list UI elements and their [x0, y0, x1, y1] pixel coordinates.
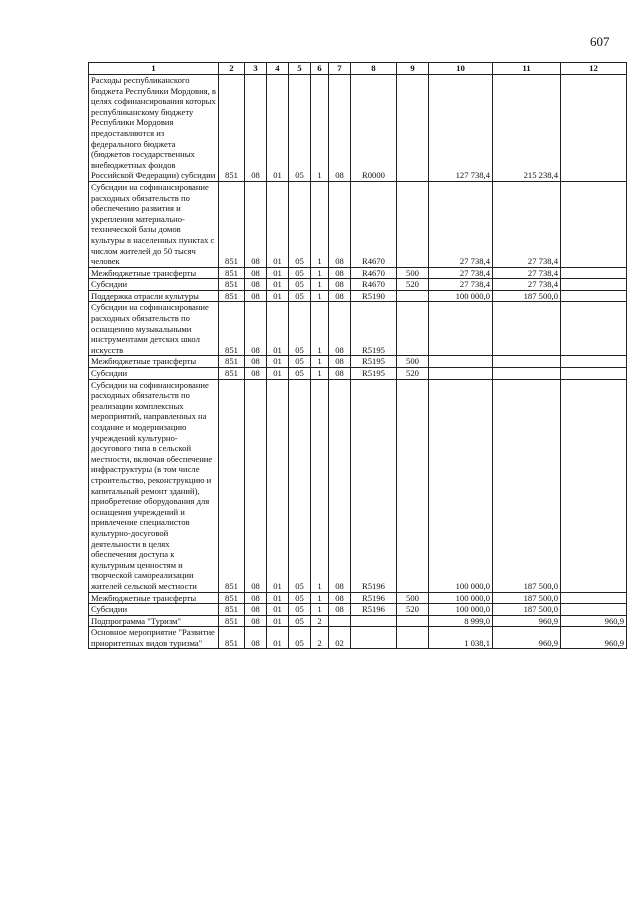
- cell-col-3: 08: [245, 627, 267, 649]
- table-row: [89, 592, 627, 604]
- page-number: 607: [590, 34, 610, 49]
- cell-col-7: 08: [329, 279, 351, 291]
- cell-col-9: 520: [397, 279, 429, 291]
- cell-col-7: 08: [329, 290, 351, 302]
- cell-col-8: R5195: [351, 356, 397, 368]
- cell-col-7: 08: [329, 592, 351, 604]
- cell-col-11: 187 500,0: [493, 379, 561, 592]
- budget-table: [88, 62, 627, 649]
- cell-col-6: 2: [311, 615, 329, 627]
- table-row: [89, 181, 627, 267]
- cell-col-10: [429, 368, 493, 380]
- cell-col-7: 08: [329, 75, 351, 182]
- cell-col-12: [561, 368, 627, 380]
- cell-col-6: 1: [311, 267, 329, 279]
- cell-col-10: 100 000,0: [429, 604, 493, 616]
- col-header: 7: [329, 63, 351, 75]
- cell-col-7: 02: [329, 627, 351, 649]
- cell-col-11: [493, 356, 561, 368]
- cell-col-12: [561, 181, 627, 267]
- cell-col-5: 05: [289, 302, 311, 356]
- cell-col-3: 08: [245, 75, 267, 182]
- cell-col-6: 1: [311, 379, 329, 592]
- cell-col-8: R4670: [351, 279, 397, 291]
- cell-col-5: 05: [289, 604, 311, 616]
- cell-col-7: 08: [329, 604, 351, 616]
- row-description: Субсидии: [89, 279, 219, 291]
- cell-col-7: 08: [329, 267, 351, 279]
- cell-col-11: 960,9: [493, 615, 561, 627]
- cell-col-11: 960,9: [493, 627, 561, 649]
- cell-col-8: R4670: [351, 267, 397, 279]
- cell-col-2: 851: [219, 615, 245, 627]
- cell-col-9: [397, 627, 429, 649]
- cell-col-10: 27 738,4: [429, 181, 493, 267]
- cell-col-4: 01: [267, 627, 289, 649]
- row-description: Межбюджетные трансферты: [89, 592, 219, 604]
- cell-col-3: 08: [245, 379, 267, 592]
- row-description: Субсидии: [89, 604, 219, 616]
- cell-col-5: 05: [289, 279, 311, 291]
- row-description: Основное мероприятие "Развитие приоритетных видов туризма": [89, 627, 219, 649]
- cell-col-5: 05: [289, 379, 311, 592]
- cell-col-4: 01: [267, 356, 289, 368]
- row-description: Субсидии на софинансирование расходных обязательств по оснащению музыкальными инструментами детских школ искусств: [89, 302, 219, 356]
- cell-col-4: 01: [267, 279, 289, 291]
- table-row: [89, 615, 627, 627]
- cell-col-8: [351, 615, 397, 627]
- cell-col-3: 08: [245, 592, 267, 604]
- row-description: Поддержка отрасли культуры: [89, 290, 219, 302]
- cell-col-2: 851: [219, 356, 245, 368]
- cell-col-10: 100 000,0: [429, 290, 493, 302]
- cell-col-10: [429, 302, 493, 356]
- cell-col-4: 01: [267, 302, 289, 356]
- cell-col-5: 05: [289, 368, 311, 380]
- cell-col-10: [429, 356, 493, 368]
- cell-col-11: 187 500,0: [493, 604, 561, 616]
- cell-col-6: 1: [311, 279, 329, 291]
- cell-col-4: 01: [267, 267, 289, 279]
- table-row: [89, 290, 627, 302]
- cell-col-10: 8 999,0: [429, 615, 493, 627]
- cell-col-12: [561, 75, 627, 182]
- cell-col-12: [561, 302, 627, 356]
- cell-col-8: R0000: [351, 75, 397, 182]
- cell-col-10: 27 738,4: [429, 279, 493, 291]
- cell-col-12: [561, 356, 627, 368]
- cell-col-12: 960,9: [561, 615, 627, 627]
- cell-col-5: 05: [289, 615, 311, 627]
- col-header: 2: [219, 63, 245, 75]
- cell-col-9: [397, 615, 429, 627]
- cell-col-12: [561, 604, 627, 616]
- cell-col-2: 851: [219, 267, 245, 279]
- cell-col-5: 05: [289, 181, 311, 267]
- cell-col-2: 851: [219, 302, 245, 356]
- cell-col-8: R5196: [351, 604, 397, 616]
- cell-col-3: 08: [245, 604, 267, 616]
- cell-col-5: 05: [289, 356, 311, 368]
- cell-col-2: 851: [219, 604, 245, 616]
- table-row: [89, 267, 627, 279]
- col-header: 6: [311, 63, 329, 75]
- cell-col-10: 1 038,1: [429, 627, 493, 649]
- col-header: 12: [561, 63, 627, 75]
- cell-col-9: [397, 75, 429, 182]
- cell-col-11: 187 500,0: [493, 290, 561, 302]
- col-header: 3: [245, 63, 267, 75]
- cell-col-2: 851: [219, 592, 245, 604]
- cell-col-12: [561, 279, 627, 291]
- cell-col-5: 05: [289, 627, 311, 649]
- cell-col-12: [561, 267, 627, 279]
- col-header: 1: [89, 63, 219, 75]
- col-header: 10: [429, 63, 493, 75]
- cell-col-7: 08: [329, 302, 351, 356]
- cell-col-4: 01: [267, 290, 289, 302]
- cell-col-8: R5196: [351, 592, 397, 604]
- cell-col-5: 05: [289, 592, 311, 604]
- cell-col-8: R5196: [351, 379, 397, 592]
- col-header: 11: [493, 63, 561, 75]
- cell-col-9: [397, 379, 429, 592]
- row-description: Подпрограмма "Туризм": [89, 615, 219, 627]
- cell-col-11: [493, 368, 561, 380]
- cell-col-9: 500: [397, 592, 429, 604]
- cell-col-5: 05: [289, 267, 311, 279]
- cell-col-6: 1: [311, 604, 329, 616]
- cell-col-9: 500: [397, 356, 429, 368]
- cell-col-12: [561, 379, 627, 592]
- table-row: [89, 368, 627, 380]
- cell-col-7: 08: [329, 368, 351, 380]
- cell-col-11: 27 738,4: [493, 279, 561, 291]
- cell-col-4: 01: [267, 604, 289, 616]
- cell-col-5: 05: [289, 75, 311, 182]
- cell-col-6: 1: [311, 75, 329, 182]
- cell-col-8: R4670: [351, 181, 397, 267]
- row-description: Субсидии на софинансирование расходных обязательств по обеспечению развития и укрепления материально-технической базы домов культуры в населенных пунктах с числом жителей до 50 тысяч человек: [89, 181, 219, 267]
- cell-col-3: 08: [245, 368, 267, 380]
- cell-col-5: 05: [289, 290, 311, 302]
- cell-col-7: 08: [329, 379, 351, 592]
- table-row: [89, 75, 627, 182]
- cell-col-2: 851: [219, 181, 245, 267]
- cell-col-12: 960,9: [561, 627, 627, 649]
- cell-col-9: 520: [397, 368, 429, 380]
- cell-col-11: 215 238,4: [493, 75, 561, 182]
- cell-col-11: 27 738,4: [493, 267, 561, 279]
- cell-col-4: 01: [267, 181, 289, 267]
- cell-col-3: 08: [245, 181, 267, 267]
- row-description: Субсидии на софинансирование расходных обязательств по реализации комплексных мероприятий, направленных на создание и модернизацию учреждений культурно-досугового типа в сельской местности, включая обеспечение инфраструктуры (в том числе строительство, реконструкцию и капитальный ремонт зданий), приобретение оборудования для оснащения учреждений и привлечение специалистов культурно-досуговой деятельности в целях обеспечения доступа к культурным ценностям и творческой самореализации жителей сельской местности: [89, 379, 219, 592]
- col-header: 8: [351, 63, 397, 75]
- row-description: Межбюджетные трансферты: [89, 267, 219, 279]
- col-header: 4: [267, 63, 289, 75]
- cell-col-6: 1: [311, 356, 329, 368]
- cell-col-6: 1: [311, 368, 329, 380]
- cell-col-10: 27 738,4: [429, 267, 493, 279]
- cell-col-3: 08: [245, 302, 267, 356]
- header-row: [89, 63, 627, 75]
- cell-col-9: [397, 181, 429, 267]
- cell-col-2: 851: [219, 379, 245, 592]
- row-description: Межбюджетные трансферты: [89, 356, 219, 368]
- cell-col-2: 851: [219, 75, 245, 182]
- col-header: 5: [289, 63, 311, 75]
- cell-col-6: 1: [311, 592, 329, 604]
- cell-col-11: 27 738,4: [493, 181, 561, 267]
- cell-col-6: 1: [311, 302, 329, 356]
- cell-col-11: [493, 302, 561, 356]
- row-description: Субсидии: [89, 368, 219, 380]
- cell-col-4: 01: [267, 368, 289, 380]
- cell-col-11: 187 500,0: [493, 592, 561, 604]
- cell-col-8: R5195: [351, 368, 397, 380]
- cell-col-9: 500: [397, 267, 429, 279]
- cell-col-2: 851: [219, 279, 245, 291]
- cell-col-9: [397, 290, 429, 302]
- cell-col-6: 1: [311, 290, 329, 302]
- cell-col-12: [561, 592, 627, 604]
- cell-col-6: 2: [311, 627, 329, 649]
- table-row: [89, 379, 627, 592]
- cell-col-3: 08: [245, 267, 267, 279]
- cell-col-3: 08: [245, 615, 267, 627]
- cell-col-4: 01: [267, 75, 289, 182]
- table-row: [89, 279, 627, 291]
- cell-col-10: 100 000,0: [429, 592, 493, 604]
- cell-col-2: 851: [219, 627, 245, 649]
- cell-col-8: R5195: [351, 302, 397, 356]
- cell-col-7: 08: [329, 356, 351, 368]
- row-description: Расходы республиканского бюджета Республики Мордовия, в целях софинансирования которых республиканскому бюджету Республики Мордовия предоставляются из федерального бюджета (бюджетов государственных внебюджетных фондов Российской Федерации) субсидии: [89, 75, 219, 182]
- cell-col-4: 01: [267, 379, 289, 592]
- table-row: [89, 627, 627, 649]
- cell-col-7: 08: [329, 181, 351, 267]
- cell-col-12: [561, 290, 627, 302]
- cell-col-3: 08: [245, 356, 267, 368]
- cell-col-2: 851: [219, 368, 245, 380]
- col-header: 9: [397, 63, 429, 75]
- cell-col-3: 08: [245, 279, 267, 291]
- cell-col-4: 01: [267, 615, 289, 627]
- cell-col-7: [329, 615, 351, 627]
- cell-col-9: [397, 302, 429, 356]
- cell-col-10: 100 000,0: [429, 379, 493, 592]
- table-row: [89, 356, 627, 368]
- cell-col-6: 1: [311, 181, 329, 267]
- cell-col-8: [351, 627, 397, 649]
- cell-col-2: 851: [219, 290, 245, 302]
- cell-col-8: R5190: [351, 290, 397, 302]
- cell-col-10: 127 738,4: [429, 75, 493, 182]
- table-row: [89, 604, 627, 616]
- cell-col-4: 01: [267, 592, 289, 604]
- cell-col-9: 520: [397, 604, 429, 616]
- table-row: [89, 302, 627, 356]
- cell-col-3: 08: [245, 290, 267, 302]
